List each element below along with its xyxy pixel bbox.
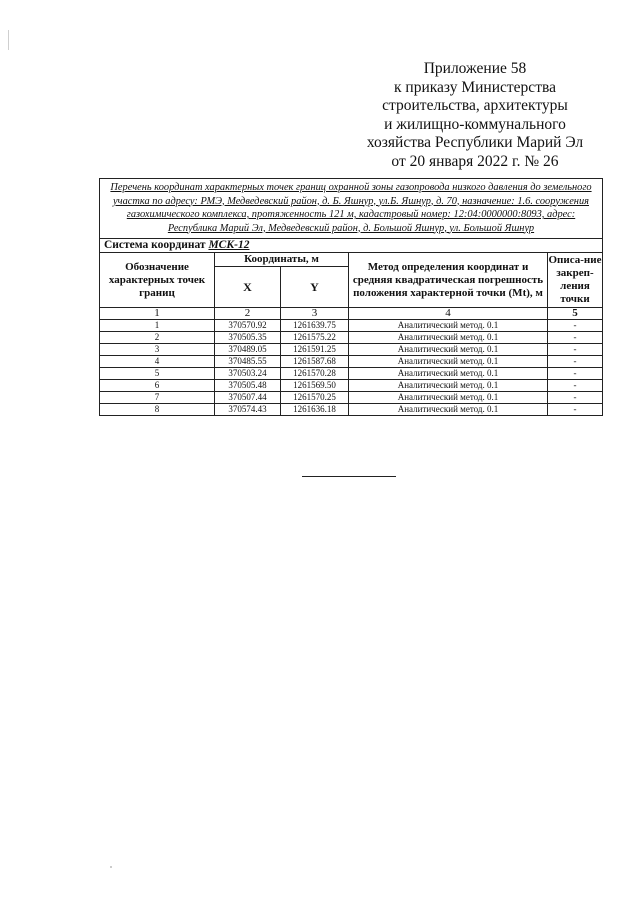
column-number: 5 (548, 308, 603, 320)
point-number: 1 (100, 320, 215, 332)
table-row (100, 320, 603, 332)
fixing-value: - (548, 380, 603, 392)
x-value: 370485.55 (215, 356, 281, 368)
y-value: 1261639.75 (281, 320, 349, 332)
table-description: Перечень координат характерных точек границ охранной зоны газопровода низкого давления до земельного участка по адресу: РМЭ, Медведевский район, д. Б. Яшнур, ул.Б. Яшнур, д. 70, назначение: 1.6. сооружения газохимического комплекса, протяженность 121 м, кадастровый номер: 12:04:0000000:8093, адрес: Республика Марий Эл, Медведевский район, д. Большой Яшнур, ул. Большой Яшнур (100, 179, 603, 239)
appendix-line: строительства, архитектуры (382, 97, 568, 115)
appendix-line: хозяйства Республики Марий Эл (366, 134, 584, 152)
header-y: Y (281, 267, 349, 308)
method-value: Аналитический метод. 0.1 (349, 344, 548, 356)
fixing-value: - (548, 368, 603, 380)
method-value: Аналитический метод. 0.1 (349, 320, 548, 332)
fixing-value: - (548, 404, 603, 416)
table-row (100, 332, 603, 344)
fixing-value: - (548, 320, 603, 332)
y-value: 1261636.18 (281, 404, 349, 416)
signature-line (302, 476, 396, 477)
point-number: 4 (100, 356, 215, 368)
table-row (100, 380, 603, 392)
point-number: 6 (100, 380, 215, 392)
header-designation: Обозначение характерных точек границ (100, 253, 215, 308)
y-value: 1261591.25 (281, 344, 349, 356)
table-row (100, 368, 603, 380)
header-method: Метод определения координат и средняя квадратическая погрешность положения характерной точки (Mt), м (349, 253, 548, 308)
column-number: 3 (281, 308, 349, 320)
x-value: 370507.44 (215, 392, 281, 404)
table-row (100, 392, 603, 404)
method-value: Аналитический метод. 0.1 (349, 404, 548, 416)
appendix-line: от 20 января 2022 г. № 26 (391, 152, 559, 170)
method-value: Аналитический метод. 0.1 (349, 356, 548, 368)
y-value: 1261570.28 (281, 368, 349, 380)
column-number: 2 (215, 308, 281, 320)
y-value: 1261575.22 (281, 332, 349, 344)
column-number: 1 (100, 308, 215, 320)
margin-mark (8, 30, 9, 50)
x-value: 370489.05 (215, 344, 281, 356)
fixing-value: - (548, 332, 603, 344)
appendix-line: к приказу Министерства (394, 78, 556, 96)
method-value: Аналитический метод. 0.1 (349, 380, 548, 392)
point-number: 3 (100, 344, 215, 356)
x-value: 370574.43 (215, 404, 281, 416)
method-value: Аналитический метод. 0.1 (349, 368, 548, 380)
x-value: 370505.35 (215, 332, 281, 344)
appendix-header (360, 60, 590, 172)
table-row (100, 344, 603, 356)
method-value: Аналитический метод. 0.1 (349, 392, 548, 404)
table-row (100, 404, 603, 416)
point-number: 5 (100, 368, 215, 380)
fixing-value: - (548, 392, 603, 404)
y-value: 1261569.50 (281, 380, 349, 392)
fixing-value: - (548, 356, 603, 368)
y-value: 1261587.68 (281, 356, 349, 368)
x-value: 370505.48 (215, 380, 281, 392)
header-description: Описа-ние закреп-ления точки (548, 253, 603, 308)
coordinate-system (100, 239, 603, 253)
table-row (100, 356, 603, 368)
method-value: Аналитический метод. 0.1 (349, 332, 548, 344)
coordinate-system-label: Система координат (104, 239, 206, 251)
coordinates-table (99, 178, 603, 416)
x-value: 370503.24 (215, 368, 281, 380)
header-x: X (215, 267, 281, 308)
fixing-value: - (548, 344, 603, 356)
appendix-line: Приложение 58 (423, 60, 527, 77)
point-number: 8 (100, 404, 215, 416)
point-number: 7 (100, 392, 215, 404)
x-value: 370570.92 (215, 320, 281, 332)
scan-speck (110, 866, 112, 868)
point-number: 2 (100, 332, 215, 344)
header-coordinates: Координаты, м (215, 253, 349, 267)
column-number: 4 (349, 308, 548, 320)
y-value: 1261570.25 (281, 392, 349, 404)
coordinate-system-name: МСК-12 (208, 239, 250, 251)
appendix-line: и жилищно-коммунального (384, 115, 566, 133)
